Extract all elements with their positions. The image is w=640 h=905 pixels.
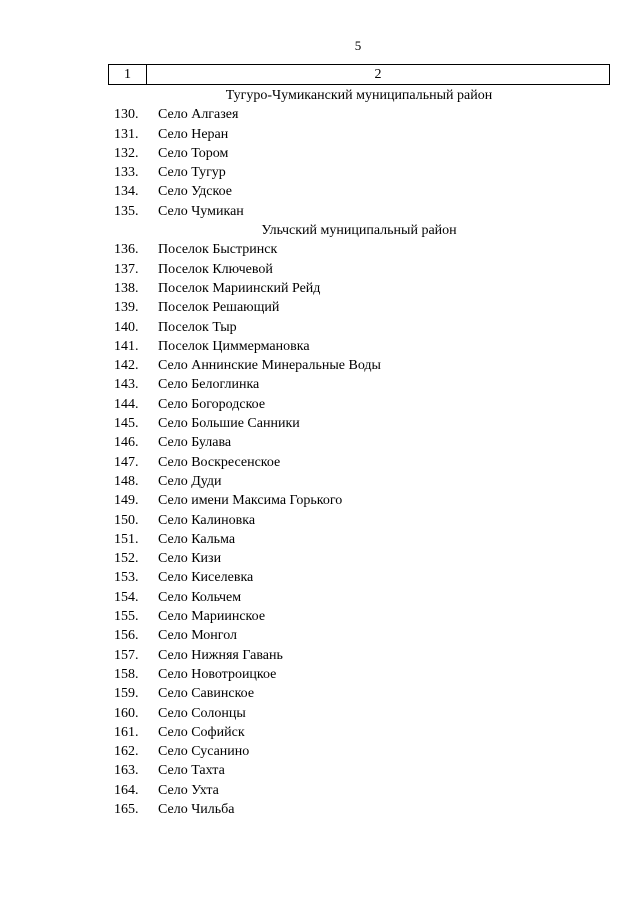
item-number: 159.	[114, 686, 139, 702]
settlement-name: Село Тахта	[158, 763, 225, 779]
list-item	[108, 433, 610, 452]
item-number: 160.	[114, 705, 139, 721]
list-item	[108, 375, 610, 394]
settlement-name: Село Савинское	[158, 686, 255, 702]
settlement-name: Поселок Мариинский Рейд	[158, 280, 321, 296]
settlement-name: Село Софийск	[158, 724, 245, 740]
settlement-name: Село имени Максима Горького	[158, 493, 343, 509]
list-item	[108, 202, 610, 221]
item-number: 156.	[114, 628, 139, 644]
item-number: 133.	[114, 165, 139, 181]
settlement-name: Село Аннинские Минеральные Воды	[158, 358, 381, 374]
settlement-name: Поселок Решающий	[158, 300, 280, 316]
list-item	[108, 163, 610, 182]
settlement-name: Село Калиновка	[158, 512, 256, 528]
item-number: 161.	[114, 724, 139, 740]
item-number: 140.	[114, 319, 139, 335]
item-number: 132.	[114, 145, 139, 161]
list-item	[108, 318, 610, 337]
item-number: 158.	[114, 666, 139, 682]
settlement-name: Поселок Циммермановка	[158, 338, 310, 354]
settlement-name: Село Кольчем	[158, 589, 242, 605]
list-item	[108, 298, 610, 317]
list-item	[108, 761, 610, 780]
district-title: Тугуро-Чумиканский муниципальный район	[225, 88, 493, 103]
list-item	[108, 260, 610, 279]
item-number: 147.	[114, 454, 139, 470]
settlement-name: Село Большие Санники	[158, 416, 300, 432]
column-header-1: 1	[109, 65, 147, 85]
list-item	[108, 588, 610, 607]
item-number: 130.	[114, 107, 139, 123]
item-number: 143.	[114, 377, 139, 393]
item-number: 162.	[114, 744, 139, 760]
settlement-name: Село Тугур	[158, 165, 226, 181]
list-item	[108, 511, 610, 530]
item-number: 157.	[114, 647, 139, 663]
settlement-name: Село Белоглинка	[158, 377, 260, 393]
settlement-name: Поселок Ключевой	[158, 261, 273, 277]
column-header-table	[108, 64, 610, 85]
item-number: 153.	[114, 570, 139, 586]
page-number: 5	[354, 38, 362, 53]
settlement-name: Село Кизи	[158, 551, 222, 567]
list-item	[108, 414, 610, 433]
item-number: 150.	[114, 512, 139, 528]
list-item	[108, 530, 610, 549]
settlement-name: Поселок Тыр	[158, 319, 237, 335]
list-item	[108, 356, 610, 375]
item-number: 151.	[114, 531, 139, 547]
list-item	[108, 568, 610, 587]
list-item	[108, 105, 610, 124]
settlement-name: Село Солонцы	[158, 705, 246, 721]
list-item	[108, 395, 610, 414]
settlement-name: Село Монгол	[158, 628, 237, 644]
settlement-name: Поселок Быстринск	[158, 242, 278, 258]
item-number: 137.	[114, 261, 139, 277]
list-item	[108, 723, 610, 742]
item-number: 164.	[114, 782, 139, 798]
settlement-name: Село Чумикан	[158, 203, 244, 219]
list-item	[108, 742, 610, 761]
list-item	[108, 665, 610, 684]
item-number: 152.	[114, 551, 139, 567]
item-number: 134.	[114, 184, 139, 200]
item-number: 142.	[114, 358, 139, 374]
item-number: 145.	[114, 416, 139, 432]
list-item	[108, 491, 610, 510]
list-item	[108, 626, 610, 645]
list-item	[108, 279, 610, 298]
settlement-name: Село Нижняя Гавань	[158, 647, 283, 663]
settlement-name: Село Ухта	[158, 782, 219, 798]
settlement-name: Село Воскресенское	[158, 454, 281, 470]
settlement-name: Село Мариинское	[158, 609, 266, 625]
list-item	[108, 125, 610, 144]
item-number: 149.	[114, 493, 139, 509]
column-header-2: 2	[147, 65, 610, 85]
item-number: 146.	[114, 435, 139, 451]
list-item	[108, 704, 610, 723]
item-number: 148.	[114, 473, 139, 489]
list-item	[108, 607, 610, 626]
settlement-name: Село Алгазея	[158, 107, 239, 123]
settlement-name: Село Дуди	[158, 473, 222, 489]
list-item	[108, 337, 610, 356]
settlement-name: Село Сусанино	[158, 744, 250, 760]
list-item	[108, 472, 610, 491]
settlement-name: Село Новотроицкое	[158, 666, 277, 682]
settlement-name: Село Чильба	[158, 801, 235, 817]
settlement-name: Село Киселевка	[158, 570, 254, 586]
list-item	[108, 144, 610, 163]
item-number: 136.	[114, 242, 139, 258]
list-item	[108, 781, 610, 800]
item-number: 139.	[114, 300, 139, 316]
settlement-name: Село Тором	[158, 145, 229, 161]
item-number: 155.	[114, 609, 139, 625]
district-title: Ульчский муниципальный район	[261, 223, 457, 239]
item-number: 141.	[114, 338, 139, 354]
list-item	[108, 800, 610, 819]
settlement-name: Село Богородское	[158, 396, 266, 412]
item-number: 144.	[114, 396, 139, 412]
list-item	[108, 182, 610, 201]
list-item	[108, 646, 610, 665]
settlement-name: Село Булава	[158, 435, 232, 451]
list-item	[108, 453, 610, 472]
item-number: 138.	[114, 280, 139, 296]
list-item	[108, 684, 610, 703]
item-number: 163.	[114, 763, 139, 779]
item-number: 135.	[114, 203, 139, 219]
settlement-name: Село Кальма	[158, 531, 236, 547]
settlement-name: Село Неран	[158, 126, 229, 142]
item-number: 154.	[114, 589, 139, 605]
item-number: 131.	[114, 126, 139, 142]
list-item	[108, 549, 610, 568]
list-item	[108, 240, 610, 259]
item-number: 165.	[114, 801, 139, 817]
settlement-name: Село Удское	[158, 184, 232, 200]
settlement-list	[108, 86, 610, 819]
